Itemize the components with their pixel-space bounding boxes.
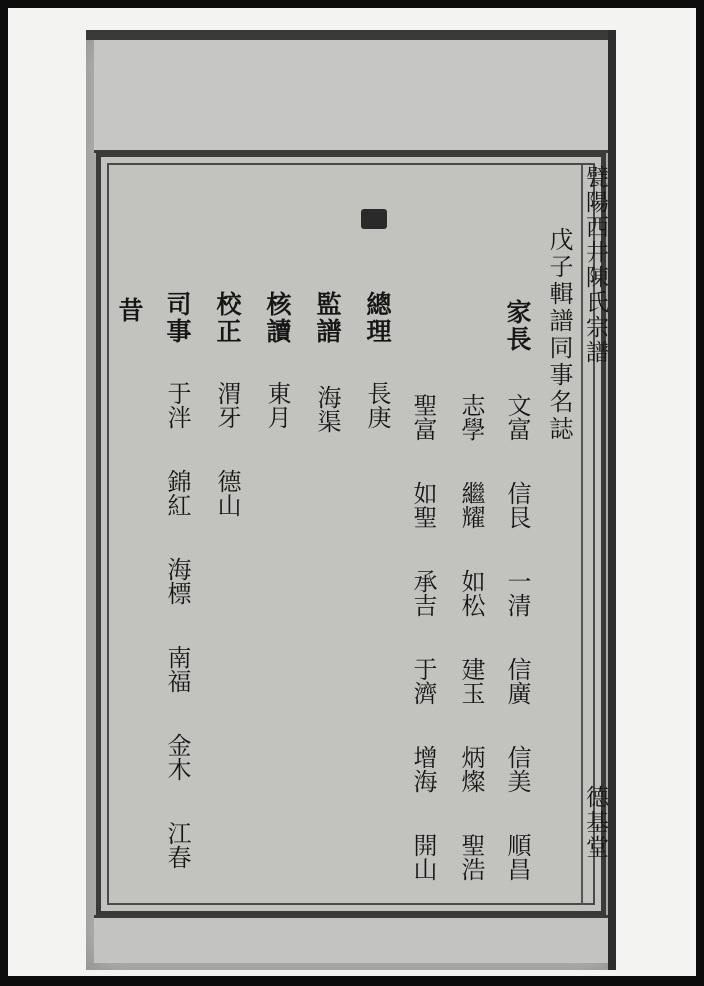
list-heading: 戊子輯譜同事名誌 [545,227,573,443]
member-name: 渭牙 [213,381,241,429]
member-name: 順昌 [503,833,531,881]
member-name: 昔 [115,297,144,324]
member-name: 江春 [163,821,191,869]
member-name: 東月 [263,381,291,429]
member-name: 一清 [503,569,531,617]
member-name: 信美 [503,745,531,793]
member-name: 如松 [457,569,485,617]
role-label: 核讀 [263,291,292,345]
book-title: 甓陽西井陳氏宗譜 [582,165,608,365]
title-band-column [581,165,607,905]
book-page [86,30,616,970]
role-label: 監譜 [313,291,342,345]
member-name: 德山 [213,469,241,517]
hall-name: 德基堂 [582,785,608,860]
page-top-edge [86,30,616,40]
member-name: 聖富 [409,393,437,441]
inner-border [107,163,595,905]
role-label: 總理 [363,291,392,345]
member-name: 開山 [409,833,437,881]
member-name: 志學 [457,393,485,441]
member-name: 承吉 [409,569,437,617]
member-name: 錦紅 [163,469,191,517]
member-name: 信艮 [503,481,531,529]
photo-mount [8,8,696,976]
member-name: 長庚 [363,381,391,429]
member-name: 金木 [163,733,191,781]
member-name: 如聖 [409,481,437,529]
member-name: 于泮 [163,381,191,429]
member-name: 建玉 [457,657,485,705]
member-name: 信廣 [503,657,531,705]
member-name: 海標 [163,557,191,605]
member-name: 于濟 [409,657,437,705]
member-name: 繼耀 [457,481,485,529]
member-name: 聖浩 [457,833,485,881]
bottom-margin-band [94,915,608,963]
role-label: 司事 [163,291,192,345]
seal-mark [361,209,387,229]
top-margin-band [94,40,608,153]
member-name: 增海 [409,745,437,793]
text-frame [96,152,606,916]
role-label: 家長 [503,299,532,353]
member-name: 炳燦 [457,745,485,793]
member-name: 海渠 [313,385,341,433]
member-name: 文富 [503,393,531,441]
page-right-edge [608,30,616,970]
member-name: 南福 [163,645,191,693]
role-label: 校正 [213,291,242,345]
